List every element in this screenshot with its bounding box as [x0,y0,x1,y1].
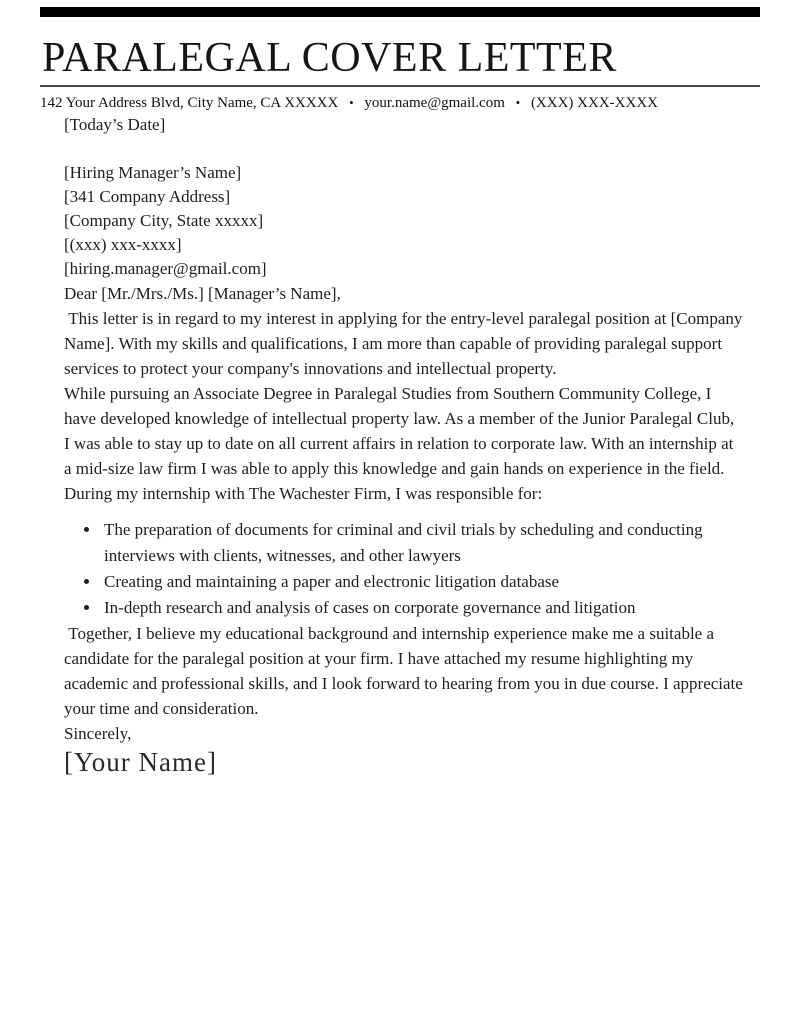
list-item: • In-depth research and analysis of cases on corporate governance and litigation [101,595,744,621]
salutation: Dear [Mr./Mrs./Ms.] [Manager’s Name], [64,284,341,303]
letter-date: [Today’s Date] [64,115,166,134]
letter-body [40,112,760,778]
responsibilities-intro: During my internship with The Wachester Firm, I was responsible for: [64,484,543,503]
bullet-separator-icon: • [515,95,521,110]
list-item: • Creating and maintaining a paper and electronic litigation database [101,569,744,595]
page-title: PARALEGAL COVER LETTER [42,35,617,81]
letterhead [40,7,760,112]
signature-name: [Your Name] [64,747,217,777]
recipient-name: [Hiring Manager’s Name] [64,163,242,182]
closing-paragraph: Together, I believe my educational background and internship experience make me a suitable a candidate for the paralegal position at your firm. I have attached my resume highlighting my academic and professional skills, and I look forward to hearing from you in due course. I appreciate your time and consideration. [64,624,748,718]
top-border-bar [40,7,760,17]
contact-email: your.name@gmail.com [364,95,505,111]
contact-phone: (XXX) XXX-XXXX [530,95,658,111]
responsibilities-list [64,517,744,621]
recipient-email: [hiring.manager@gmail.com] [64,259,267,278]
recipient-phone: [(xxx) xxx-xxxx] [64,235,182,254]
paragraph-intro: This letter is in regard to my interest in applying for the entry-level paralegal position at [Company Name]. With my skills and qualifications, I am more than capable of providing paralegal support services to protect your company's innovations and intellectual property. [64,309,747,378]
contact-line [40,95,760,112]
signoff: Sincerely, [64,724,132,743]
list-item: • The preparation of documents for criminal and civil trials by scheduling and conducting interviews with clients, witnesses, and other lawyers [101,517,744,569]
contact-address: 142 Your Address Blvd, City Name, CA XXXXX [40,95,339,111]
recipient-city-state: [Company City, State xxxxx] [64,211,264,230]
recipient-address: [341 Company Address] [64,187,231,206]
bullet-separator-icon: • [349,95,354,110]
paragraph-education: While pursuing an Associate Degree in Paralegal Studies from Southern Community College, I have developed knowledge of intellectual property law. As a member of the Junior Paralegal Club, I was able to stay up to date on all current affairs in relation to corporate law. With an internship at a mid-size law firm I was able to apply this knowledge and gain hands on experience in the field. [64,384,739,478]
recipient-block [64,161,744,281]
title-divider [40,85,760,87]
